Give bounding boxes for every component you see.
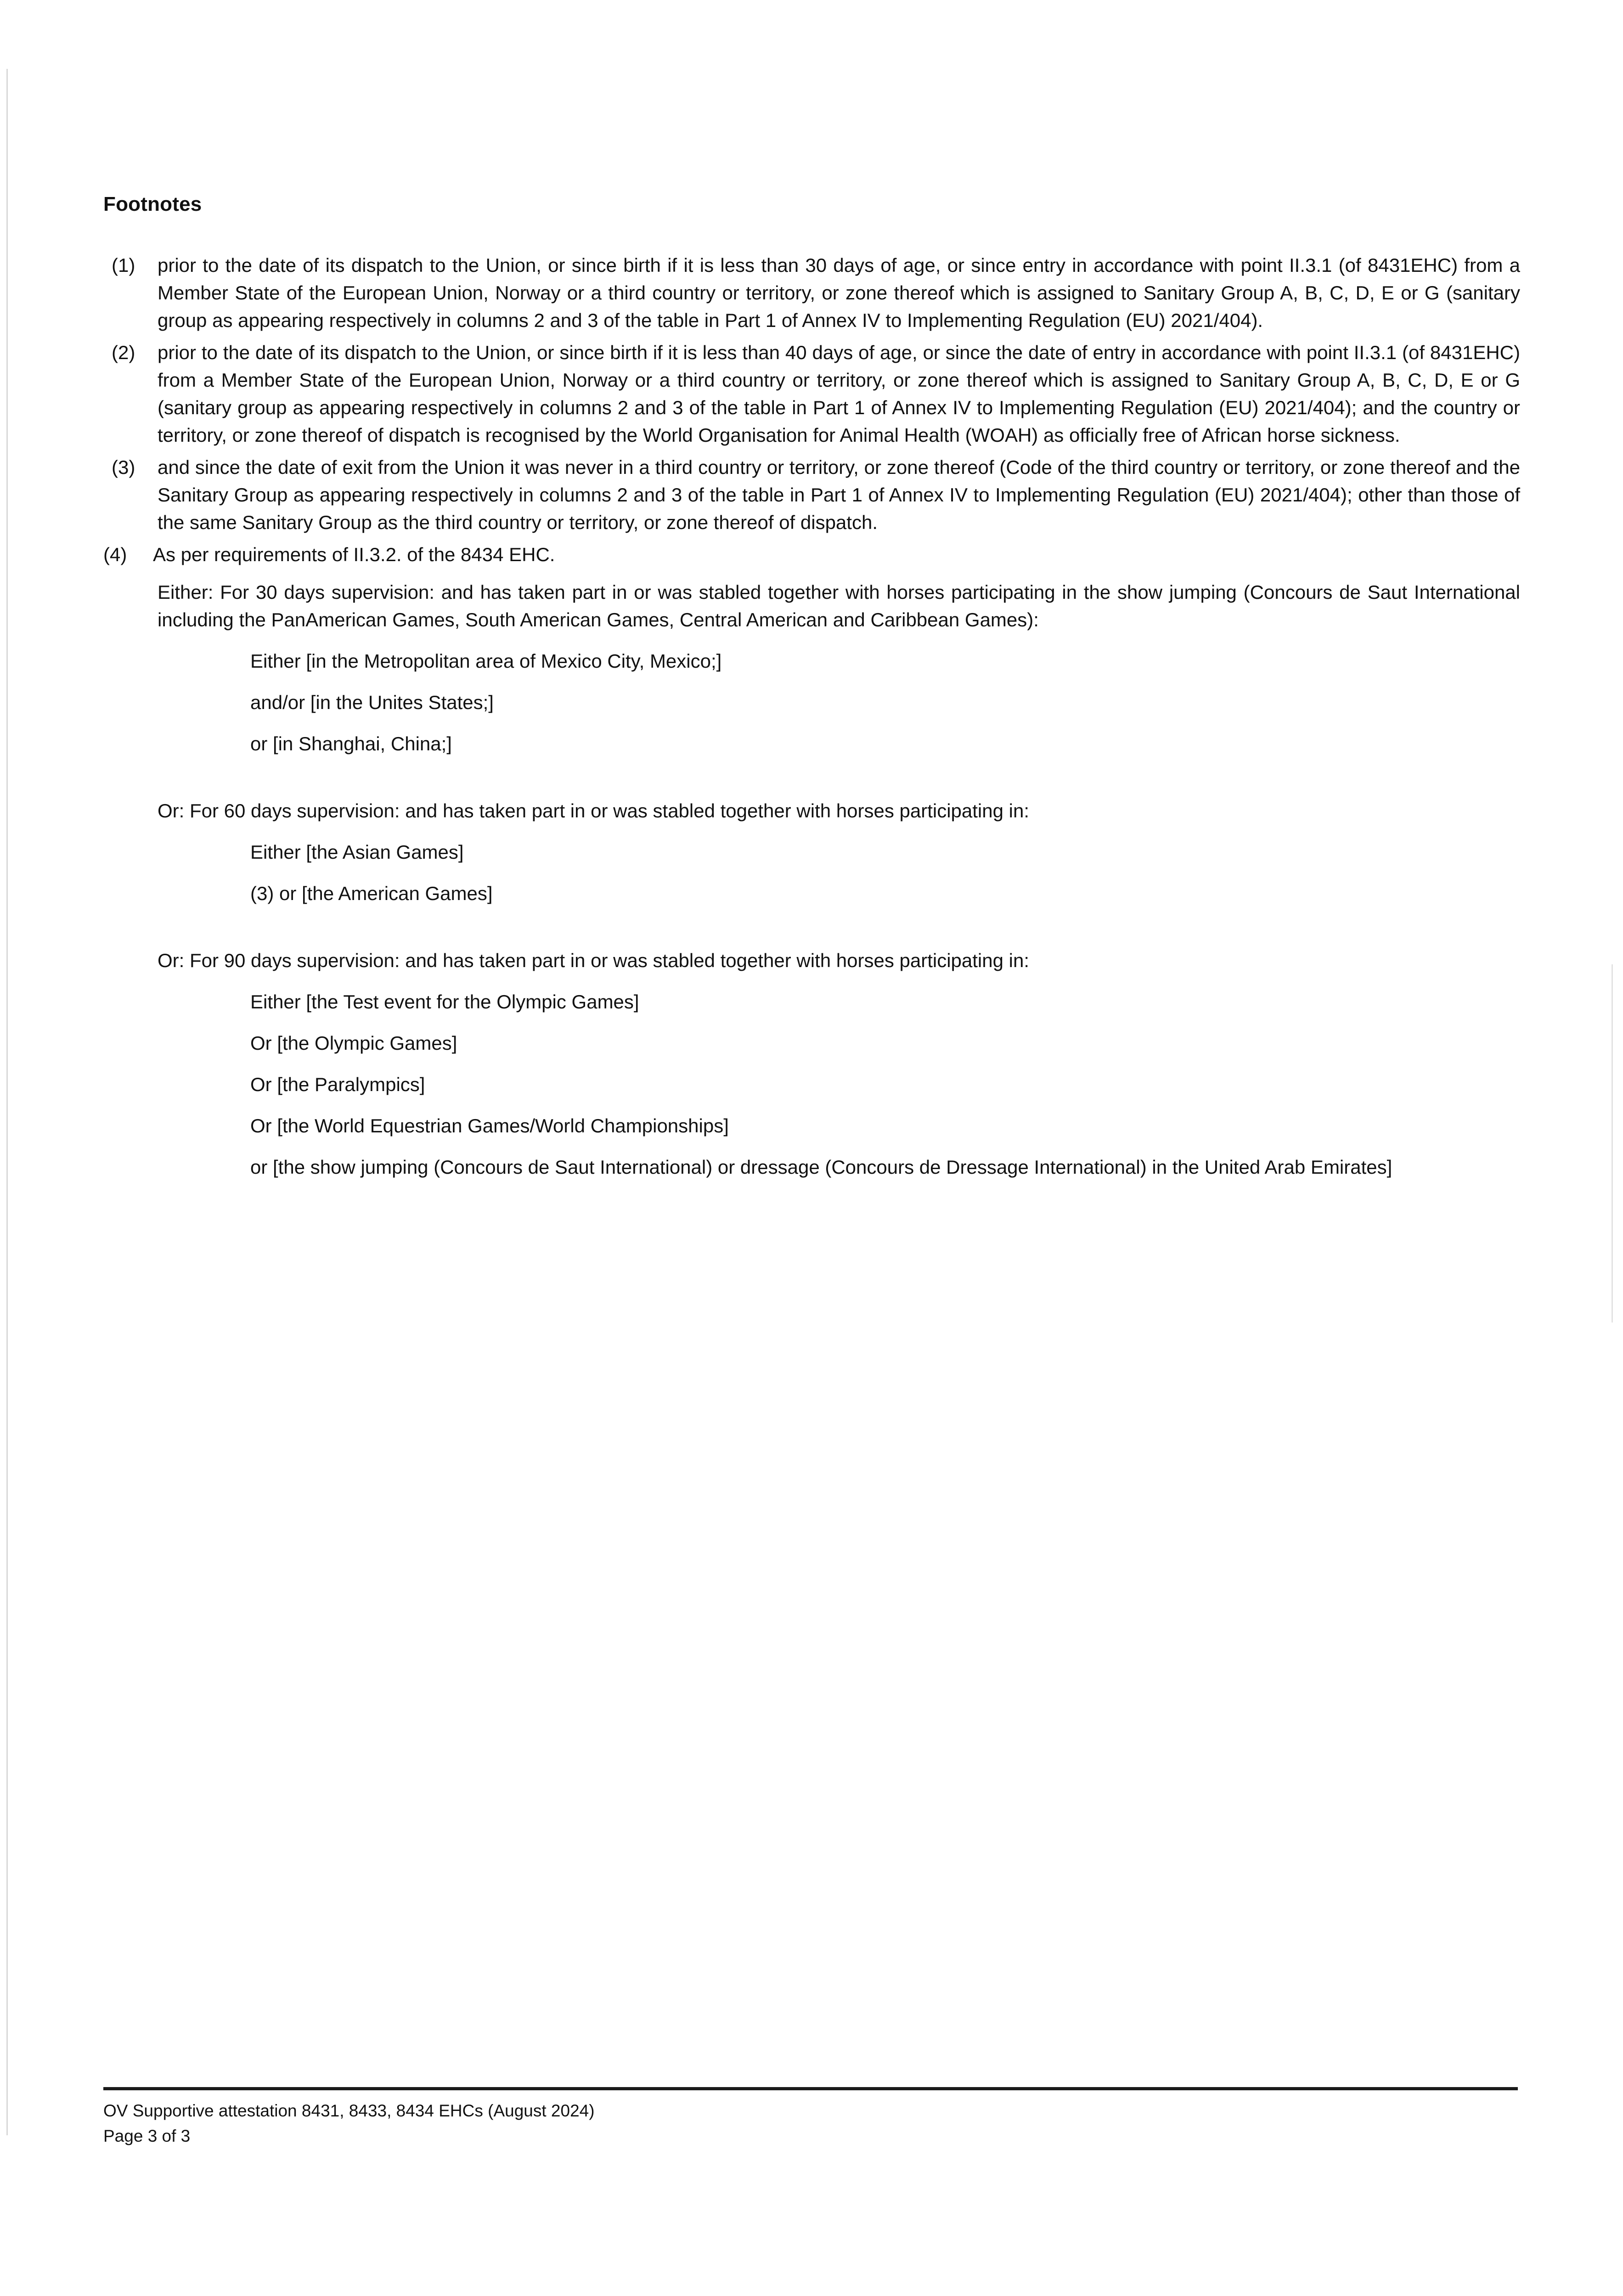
supervision-option: Or [the World Equestrian Games/World Championships] xyxy=(250,1115,729,1137)
footnote-item xyxy=(103,541,1520,568)
footnote-text: prior to the date of its dispatch to the Union, or since birth if it is less than 40 days of age, or since the date of entry in accordance with point II.3.1 (of 8431EHC) from a Member State of the European Union, Norway or a third country or territory, or zone thereof which is assigned to Sanitary Group A, B, C, D, E or G (sanitary group as appearing respectively in columns 2 and 3 of the table in Part 1 of Annex IV to Implementing Regulation (EU) 2021/404); and the country or territory, or zone thereof of dispatch is recognised by the World Organisation for Animal Health (WOAH) as officially free of African horse sickness. xyxy=(158,342,1520,446)
footnote-marker: (4) xyxy=(103,544,127,565)
block-spacer xyxy=(103,907,1520,937)
document-content xyxy=(103,193,1520,1181)
footnote-item xyxy=(103,252,1520,334)
supervision-option: and/or [in the Unites States;] xyxy=(250,692,494,713)
footnote-marker: (1) xyxy=(112,254,135,276)
page-title: Footnotes xyxy=(103,193,202,215)
supervision-option: Or [the Paralympics] xyxy=(250,1074,425,1095)
block-spacer xyxy=(103,758,1520,787)
footer-divider xyxy=(103,2087,1518,2090)
footnote-text: and since the date of exit from the Union it was never in a third country or territory, or zone thereof (Code of the third country or territory, or zone thereof and the Sanitary Group as appearing respectively in columns 2 and 3 of the table in Part 1 of Annex IV to Implementing Regulation (EU) 2021/404); other than those of the same Sanitary Group as the third country or territory, or zone thereof of dispatch. xyxy=(158,456,1520,533)
scan-edge-right xyxy=(1612,964,1613,1322)
page-footer xyxy=(103,2099,1518,2148)
footer-page-number: Page 3 of 3 xyxy=(103,2127,191,2145)
footnote-text: prior to the date of its dispatch to the Union, or since birth if it is less than 30 days of age, or since entry in accordance with point II.3.1 (of 8431EHC) from a Member State of the European Union, Norway or a third country or territory, or zone thereof which is assigned to Sanitary Group A, B, C, D, E or G (sanitary group as appearing respectively in columns 2 and 3 of the table in Part 1 of Annex IV to Implementing Regulation (EU) 2021/404). xyxy=(158,254,1520,331)
supervision-option: Either [in the Metropolitan area of Mexico City, Mexico;] xyxy=(250,650,722,672)
scan-edge-left xyxy=(6,69,8,2135)
footnote-marker: (2) xyxy=(112,342,135,363)
supervision-intro: Or: For 90 days supervision: and has taken part in or was stabled together with horses participating in: xyxy=(158,950,1029,971)
footnote-marker: (3) xyxy=(112,456,135,478)
supervision-option: Either [the Asian Games] xyxy=(250,841,464,863)
footnote-item xyxy=(103,454,1520,536)
footnote-item xyxy=(103,339,1520,449)
supervision-option: or [in Shanghai, China;] xyxy=(250,733,452,754)
supervision-intro: Or: For 60 days supervision: and has taken part in or was stabled together with horses participating in: xyxy=(158,800,1029,822)
supervision-option: or [the show jumping (Concours de Saut International) or dressage (Concours de Dressage International) in the United Arab Emirates] xyxy=(250,1156,1392,1178)
footer-document-reference: OV Supportive attestation 8431, 8433, 8434 EHCs (August 2024) xyxy=(103,2101,595,2120)
supervision-intro: Either: For 30 days supervision: and has taken part in or was stabled together with horses participating in the show jumping (Concours de Saut International including the PanAmerican Games, South American Games, Central American and Caribbean Games): xyxy=(158,581,1520,630)
supervision-option: Or [the Olympic Games] xyxy=(250,1032,457,1054)
supervision-option: Either [the Test event for the Olympic Games] xyxy=(250,991,639,1013)
supervision-option: (3) or [the American Games] xyxy=(250,883,493,904)
footnote-text: As per requirements of II.3.2. of the 8434 EHC. xyxy=(153,544,555,565)
